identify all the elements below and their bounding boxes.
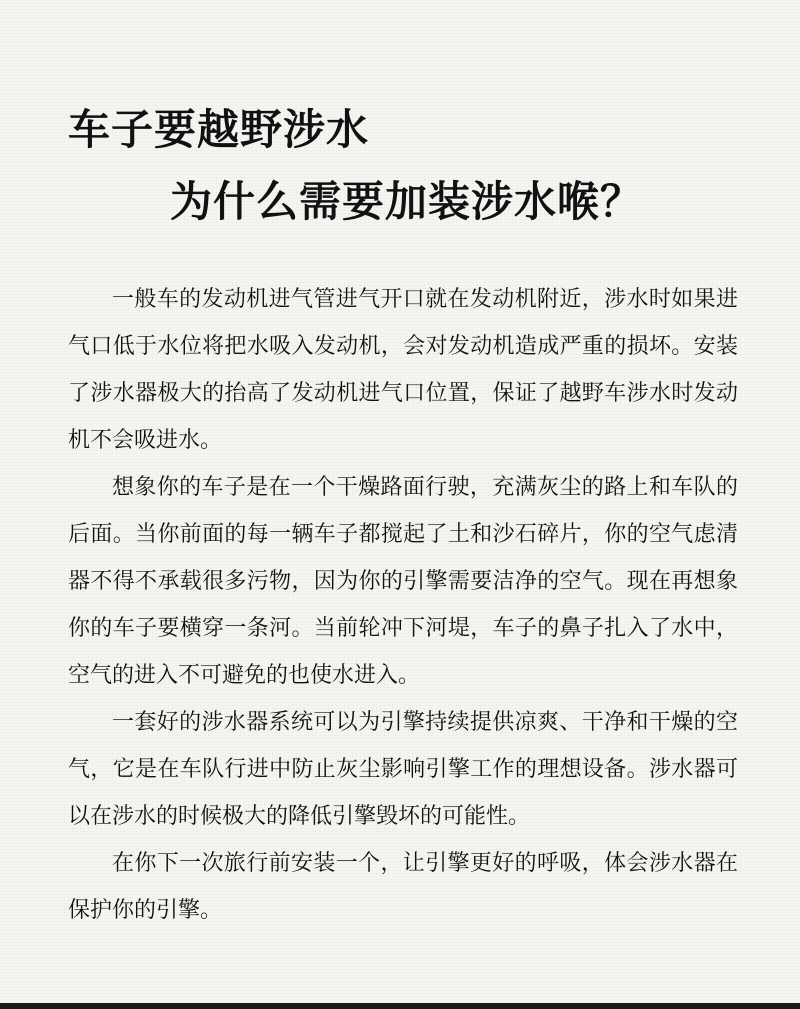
page-title-line-2: 为什么需要加装涉水喉？	[170, 177, 644, 226]
paragraph-3: 一套好的涉水器系统可以为引擎持续提供凉爽、干净和干燥的空气，它是在车队行进中防止灰尘影响引擎工作的理想设备。涉水器可以在涉水的时候极大的降低引擎毁坏的可能性。	[68, 710, 738, 829]
page-title-line-1: 车子要越野涉水	[68, 105, 370, 154]
bottom-divider	[0, 1003, 800, 1009]
article-body	[68, 276, 738, 934]
paragraph-1: 一般车的发动机进气管进气开口就在发动机附近，涉水时如果进气口低于水位将把水吸入发动机，会对发动机造成严重的损坏。安装了涉水器极大的抬高了发动机进气口位置，保证了越野车涉水时发动机不会吸进水。	[68, 287, 738, 453]
paragraph-4: 在你下一次旅行前安装一个，让引擎更好的呼吸，体会涉水器在保护你的引擎。	[68, 851, 738, 923]
paragraph-2: 想象你的车子是在一个干燥路面行驶，充满灰尘的路上和车队的后面。当你前面的每一辆车子都搅起了土和沙石碎片，你的空气虑清器不得不承载很多污物，因为你的引擎需要洁净的空气。现在再想象你的车子要横穿一条河。当前轮冲下河堤，车子的鼻子扎入了水中，空气的进入不可避免的也使水进入。	[68, 475, 738, 688]
